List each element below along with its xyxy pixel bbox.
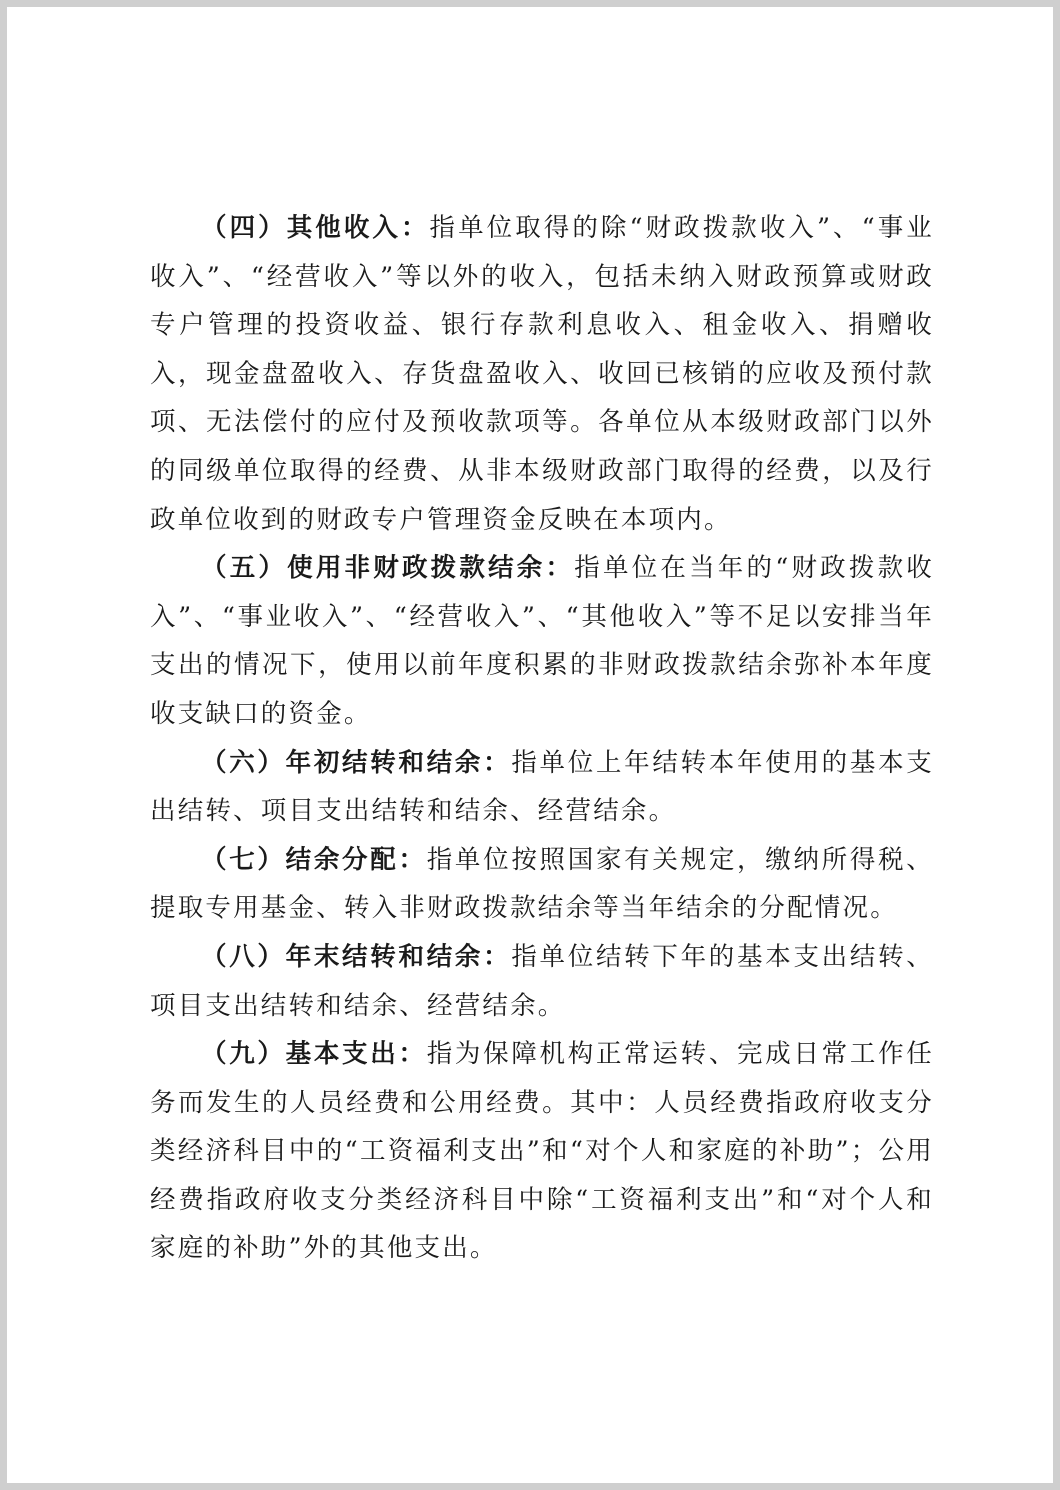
paragraph-non-fiscal-surplus — [150, 544, 934, 738]
paragraph-closing-balance — [150, 933, 934, 1030]
paragraph-text: 指单位按照国家有关规定，缴纳所得税、提取专用基金、转入非财政拨款结余等当年结余的分配情况。 — [150, 844, 934, 924]
paragraph-text: 指单位上年结转本年使用的基本支出结转、项目支出结转和结余、经营结余。 — [150, 747, 934, 827]
paragraph-surplus-distribution — [150, 836, 934, 933]
paragraph-text: 指单位结转下年的基本支出结转、项目支出结转和结余、经营结余。 — [150, 941, 934, 1021]
paragraph-text: 指单位取得的除“财政拨款收入”、“事业收入”、“经营收入”等以外的收入，包括未纳入财政预算或财政专户管理的投资收益、银行存款利息收入、租金收入、捐赠收入，现金盘盈收入、存货盘盈收入、收回已核销的应收及预付款项、无法偿付的应付及预收款项等。各单位从本级财政部门以外的同级单位取得的经费、从非本级财政部门取得的经费，以及行政单位收到的财政专户管理资金反映在本项内。 — [150, 213, 934, 535]
paragraph-heading: （九）基本支出： — [201, 1039, 427, 1070]
paragraph-text: 指为保障机构正常运转、完成日常工作任务而发生的人员经费和公用经费。其中：人员经费指政府收支分类经济科目中的“工资福利支出”和“对个人和家庭的补助”；公用经费指政府收支分类经济科目中除“工资福利支出”和“对个人和家庭的补助”外的其他支出。 — [150, 1039, 934, 1264]
paragraph-opening-balance — [150, 739, 934, 836]
paragraph-heading: （六）年初结转和结余： — [201, 747, 512, 778]
document-body — [150, 204, 934, 1273]
paragraph-basic-expenditure — [150, 1030, 934, 1273]
paragraph-heading: （八）年末结转和结余： — [201, 941, 512, 972]
paragraph-heading: （五）使用非财政拨款结余： — [201, 553, 575, 584]
paragraph-heading: （四）其他收入： — [201, 213, 430, 243]
document-page — [7, 7, 1053, 1483]
paragraph-other-income — [150, 204, 934, 544]
paragraph-heading: （七）结余分配： — [201, 844, 427, 875]
paragraph-text: 指单位在当年的“财政拨款收入”、“事业收入”、“经营收入”、“其他收入”等不足以安排当年支出的情况下，使用以前年度积累的非财政拨款结余弥补本年度收支缺口的资金。 — [150, 553, 934, 729]
